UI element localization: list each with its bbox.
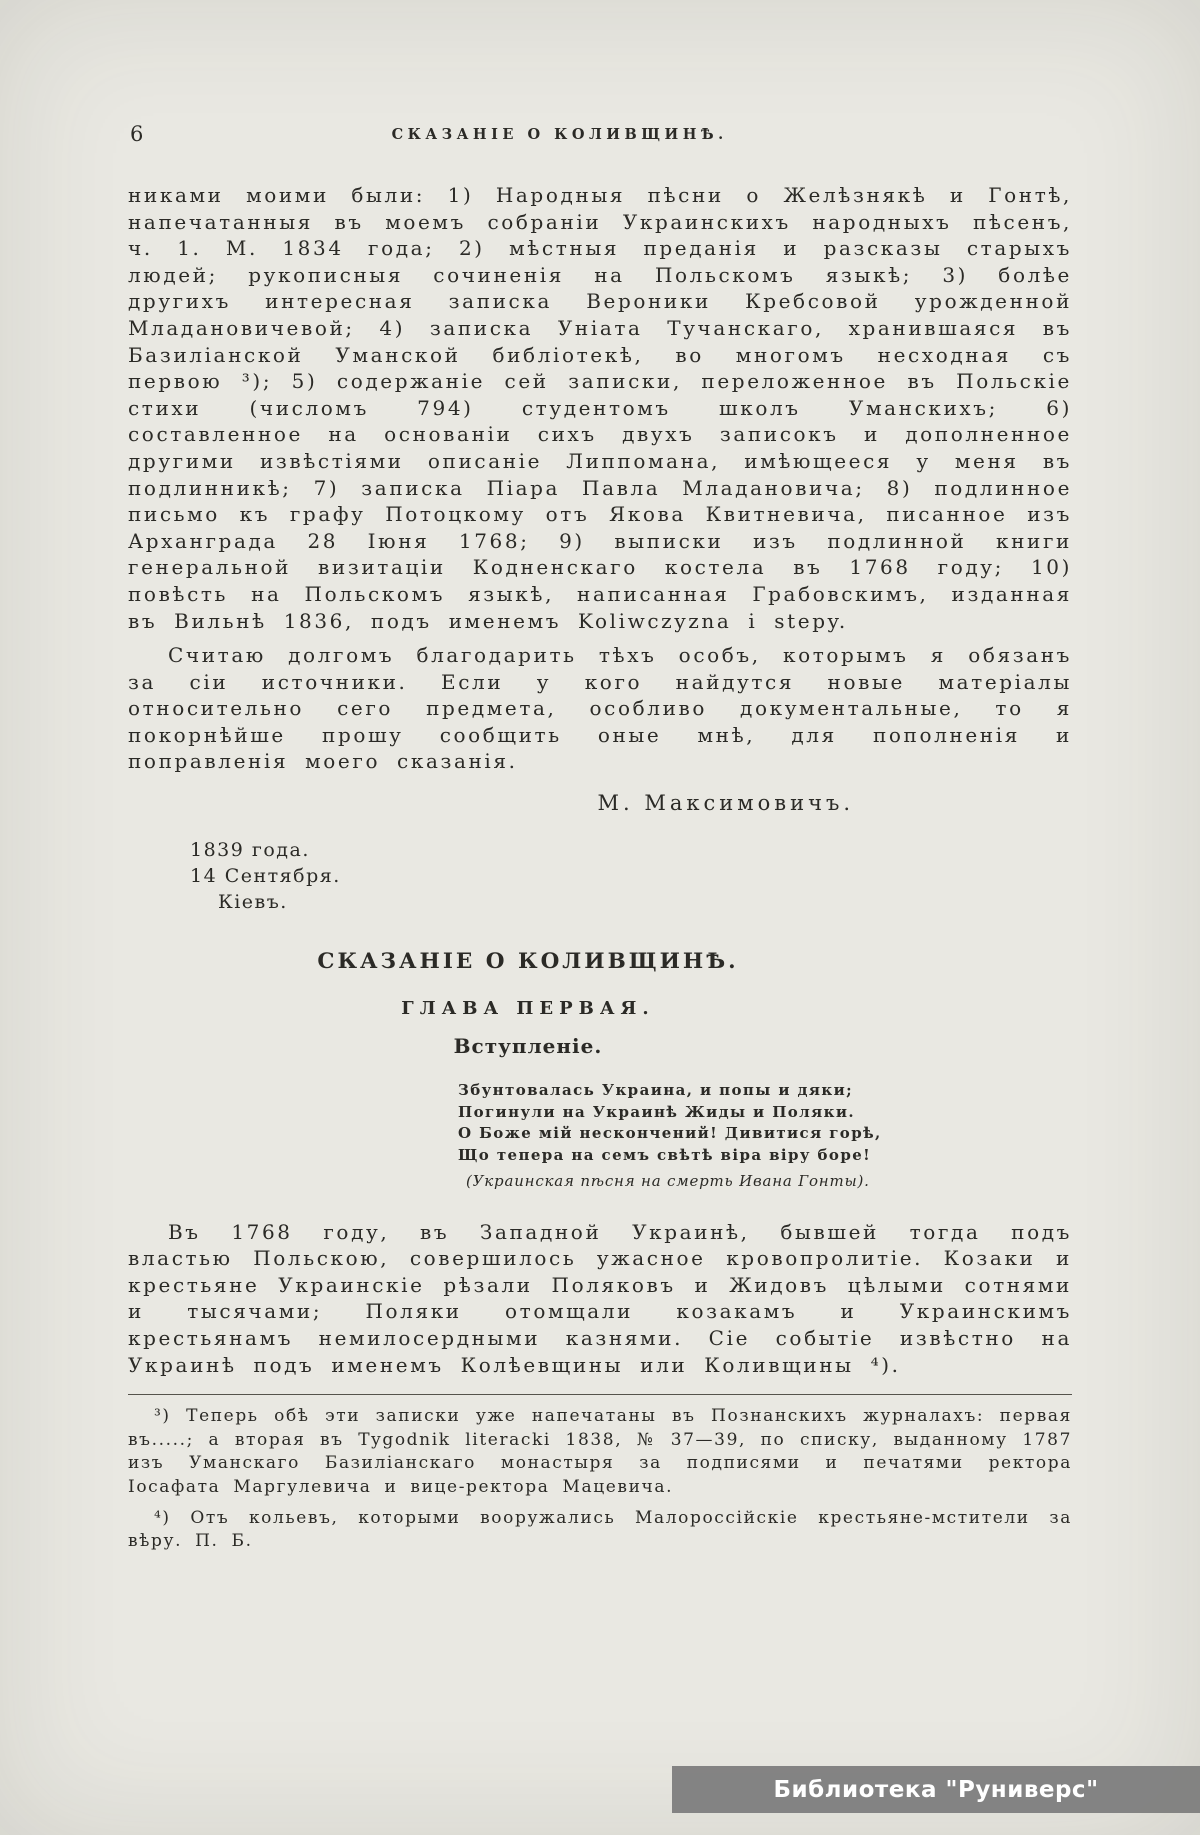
dateline-day: 14 Сентября. — [190, 865, 341, 888]
footnotes-section — [128, 1394, 1072, 1554]
section-title: СКАЗАНІЕ О КОЛИВЩИНѢ. — [317, 949, 739, 975]
epigraph — [458, 1080, 1072, 1193]
epigraph-line-4: Що тепера на семъ свѣтѣ віра віру боре! — [458, 1145, 872, 1164]
epigraph-line-2: Погинули на Украинѣ Жиды и Поляки. — [458, 1102, 856, 1121]
watermark-text: Библиотека "Руниверс" — [773, 1776, 1099, 1803]
watermark-banner — [672, 1766, 1200, 1813]
foreword-paragraph-continuation: никами моими были: 1) Народныя пѣсни о Желѣзнякѣ и Гонтѣ, напечатанныя въ моемъ собраніи Украинскихъ народныхъ пѣсенъ, ч. 1. М. 1834 года; 2) мѣстныя преданія и разсказы старыхъ людей; рукописныя сочиненія на Польскомъ языкѣ; 3) болѣе другихъ интересная записка Вероники Кребсовой урожденной Младановичевой; 4) записка Уніата Тучанскаго, хранившаяся въ Базиліанской Уманской библіотекѣ, во многомъ несходная съ первою ³); 5) содержаніе сей записки, переложенное въ Польскіе стихи (числомъ 794) студентомъ школъ Уманскихъ; 6) составленное на основаніи сихъ двухъ записокъ и дополненное другими извѣстіями описаніе Липпомана, имѣющееся у меня въ подлинникѣ; 7) записка Піара Павла Младановича; 8) подлинное письмо къ графу Потоцкому отъ Якова Квитневича, писанное изъ Арханграда 28 Іюня 1768; 9) выписки изъ подлинной книги генеральной визитаціи Кодненскаго костела въ 1768 году; 10) повѣсть на Польскомъ языкѣ, написанная Грабовскимъ, изданная въ Вильнѣ 1836, подъ именемъ Koliwczyzna i stepy. — [128, 183, 1072, 633]
dateline-city: Кіевъ. — [218, 891, 288, 914]
epigraph-line-3: О Боже мій нескончений! Дивитися горѣ, — [458, 1124, 882, 1143]
chapter-heading: ГЛАВА ПЕРВАЯ. — [401, 998, 655, 1020]
book-page — [128, 122, 1072, 1554]
footnote-4: ⁴) Отъ кольевъ, которыми вооружались Малороссійскіе крестьяне-мстители за вѣру. П. Б. — [128, 1507, 1072, 1552]
running-header-row — [128, 122, 1072, 154]
epigraph-line-1: Збунтовалась Украина, и попы и дяки; — [458, 1081, 854, 1100]
author-signature: М. Максимовичъ. — [597, 791, 854, 816]
chapter-headings — [128, 949, 928, 1058]
epigraph-attribution: (Украинская пѣсня на смерть Ивана Гонты). — [466, 1172, 870, 1191]
running-header: СКАЗАНІЕ О КОЛИВЩИНѢ. — [391, 126, 728, 143]
foreword-paragraph-thanks: Считаю долгомъ благодарить тѣхъ особъ, которымъ я обязанъ за сіи источники. Если у кого найдутся новые матеріалы относительно сего предмета, особливо документальные, то я покорнѣйше прошу сообщить оные мнѣ, для пополненія и поправленія моего сказанія. — [128, 643, 1072, 774]
dateline-year: 1839 года. — [190, 839, 310, 862]
page-number: 6 — [130, 122, 145, 146]
footnote-3: ³) Теперь обѣ эти записки уже напечатаны въ Познанскихъ журналахъ: первая въ.....; а вторая въ Tygodnik literacki 1838, № 37—39, по списку, выданному 1787 изъ Уманскаго Базиліанскаго монастыря за подписями и печатями ректора Іосафата Маргулевича и вице-ректора Мацевича. — [128, 1406, 1072, 1497]
chapter-subtitle: Вступленіе. — [453, 1034, 603, 1059]
dateline — [190, 837, 1072, 915]
chapter-intro-paragraph: Въ 1768 году, въ Западной Украинѣ, бывшей тогда подъ властью Польскою, совершилось ужасное кровопролитіе. Козаки и крестьяне Украинскіе рѣзали Поляковъ и Жидовъ цѣлыми сотнями и тысячами; Поляки отомщали козакамъ и Украинскимъ крестьянамъ немилосердными казнями. Сіе событіе извѣстно на Украинѣ подъ именемъ Колѣевщины или Коливщины ⁴). — [128, 1219, 1072, 1377]
